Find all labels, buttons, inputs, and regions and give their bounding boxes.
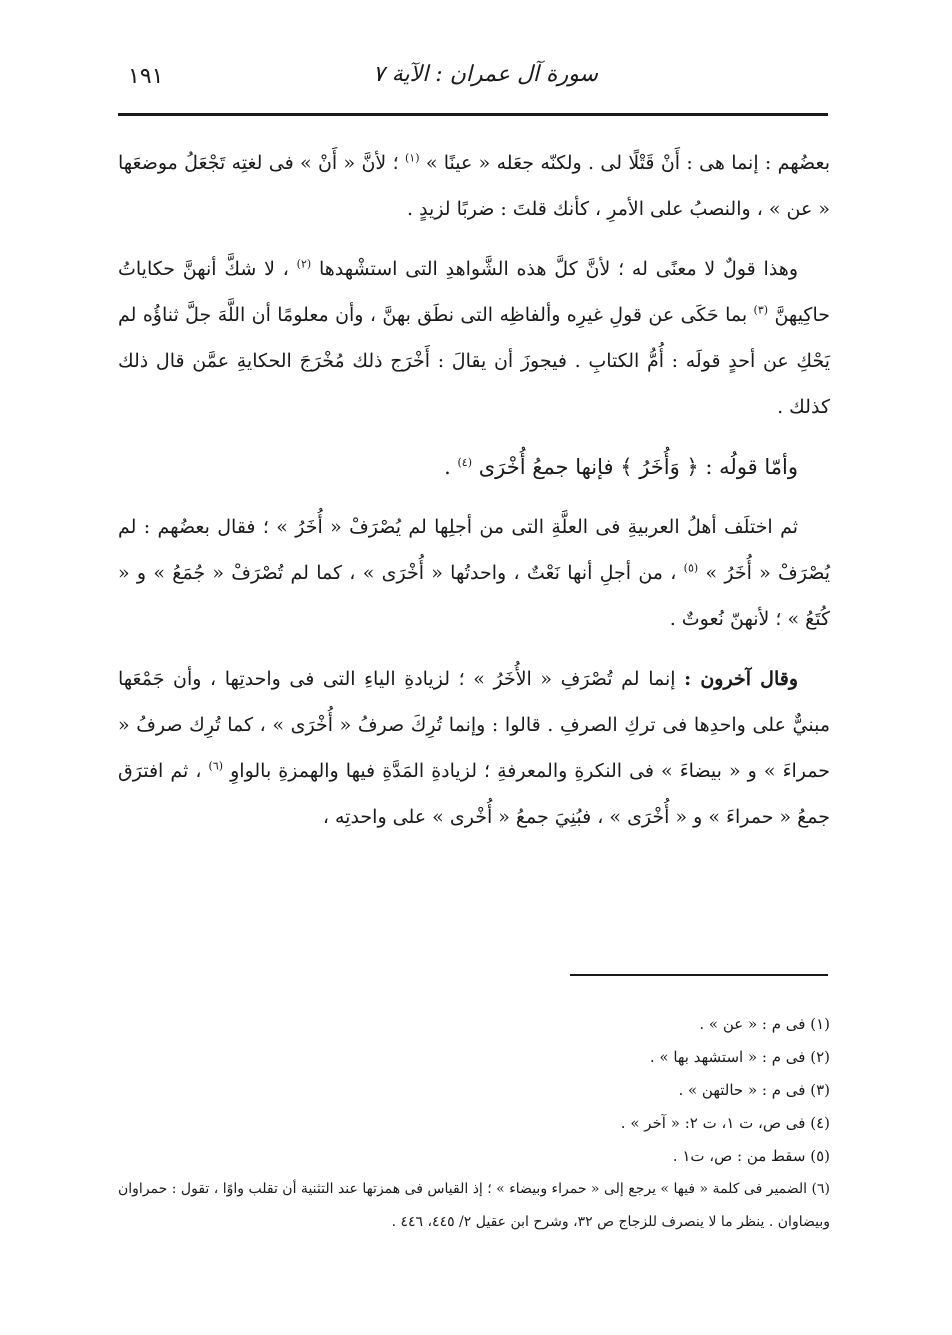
- paragraph-5: [118, 656, 830, 840]
- paragraph-1: [118, 140, 830, 232]
- paragraph-5-part-b: ، ثم افترَق جمعُ « حمراءَ » و « أُخْرَى » ، فبُنِيَ جمعُ « أُخْرى » على واحدتِه ،: [118, 760, 830, 828]
- paragraph-2-part-a: وهذا قولٌ لا معنًى له ؛ لأنَّ كلَّ هذه الشَّواهدِ التى استشْهدها: [318, 258, 798, 280]
- paragraph-1-part-b: ؛ لأنَّ « أَنْ » فى لغتِه تَجْعَلُ موضعَها « عن » ، والنصبُ على الأمرِ ، كأنك قلتَ : ضربًا لزيدٍ .: [118, 152, 830, 220]
- paragraph-5-lead: وقال آخرون :: [684, 668, 799, 690]
- footnote-ref-3[interactable]: (٣): [753, 303, 769, 317]
- footnote-3: (٣) فى م : « حالتهن » .: [678, 1081, 830, 1099]
- footnote-6: (٦) الضمير فى كلمة « فيها » يرجع إلى « حمراء وبيضاء » ؛ إذ القياس فى همزتها عند التثنية أن تقلب واوًا ، تقول : حمراوان وبيضاوان . ينظر ما لا ينصرف للزجاج ص ٣٢، وشرح ابن عقيل ٢/ ٤٤٥، ٤٤٦ .: [118, 1181, 830, 1230]
- footnote-ref-1[interactable]: (١): [404, 151, 420, 165]
- footnote-ref-4[interactable]: (٤): [457, 456, 473, 469]
- page-header: [118, 62, 830, 102]
- footnote-ref-5[interactable]: (٥): [683, 561, 699, 575]
- paragraph-3: [118, 444, 830, 490]
- paragraph-5-part-a: إنما لم تُصْرَفِ « الأُخَرُ » ؛ لزيادةِ الياءِ التى فى واحدتِها ، وأن جَمْعَها مبنيٌّ على واحدِها فى تركِ الصرفِ . قالوا : وإنما تُرِكَ صرفُ « أُخْرَى » ، كما تُرِك صرفُ « حمراءَ » و « بيضاءَ » فى النكرةِ والمعرفةِ ؛ لزيادةِ المَدَّةِ فيها والهمزةِ بالواوِ: [118, 668, 830, 782]
- page-number: ١٩١: [128, 64, 164, 89]
- paragraph-2: [118, 246, 830, 430]
- footnote-2: (٢) فى م : « استشهد بها » .: [649, 1048, 830, 1066]
- footnote-ref-2[interactable]: (٢): [296, 257, 312, 271]
- footnote-rule: [570, 974, 828, 976]
- footnote-ref-6[interactable]: (٦): [208, 759, 224, 773]
- paragraph-4-part-b: ، من أجلِ أنها نَعْتٌ ، واحدتُها « أُخْرَى » ، كما لم تُصْرَفْ « جُمَعُ » و « كُتَعُ » ؛ لأنهنّ نُعوتٌ .: [118, 562, 830, 630]
- paragraph-4: [118, 504, 830, 642]
- footnote-4: (٤) فى ص، ت ١، ت ٢: « آخر » .: [620, 1114, 830, 1132]
- paragraph-2-part-b: ، لا شكَّ أنهنَّ حكاياتُ حاكِيهنَّ: [118, 258, 831, 326]
- footnote-1: (١) فى م : « عن » .: [699, 1015, 830, 1033]
- paragraph-3-part-a: وأمّا قولُه : ﴿ وَأُخَرُ ﴾ فإنها جمعُ أُخْرَى: [478, 455, 798, 479]
- main-text: [118, 140, 830, 854]
- header-rule: [118, 113, 828, 116]
- paragraph-1-part-a: بعضُهم : إنما هى : أَنْ قَتْلًا لى . ولكنّه جعَله « عينًا »: [425, 152, 830, 174]
- footnote-5: (٥) سقط من : ص، ت١ .: [672, 1147, 830, 1165]
- paragraph-2-part-c: بما حَكَى عن قولِ غيرِه وألفاظِه التى نطَق بهنَّ ، وأن معلومًا أن اللَّهَ جلَّ ثناؤُه لم يَحْكِ عن أحدٍ قولَه : أُمُّ الكتابِ . فيجوزَ أن يقالَ : أَخْرَج ذلك مُخْرَجَ الحكايةِ عمَّن قال ذلك كذلك .: [118, 304, 830, 418]
- paragraph-4-part-a: ثم اختلَف أهلُ العربيةِ فى العلَّةِ التى من أجلِها لم يُصْرَفْ « أُخَرُ » ؛ فقال بعضُهم : لم يُصْرَفْ « أُخَرُ »: [118, 516, 830, 584]
- paragraph-3-part-b: .: [444, 455, 451, 479]
- footnotes: [118, 1008, 830, 1239]
- running-title: سورة آل عمران : الآية ٧: [372, 62, 598, 87]
